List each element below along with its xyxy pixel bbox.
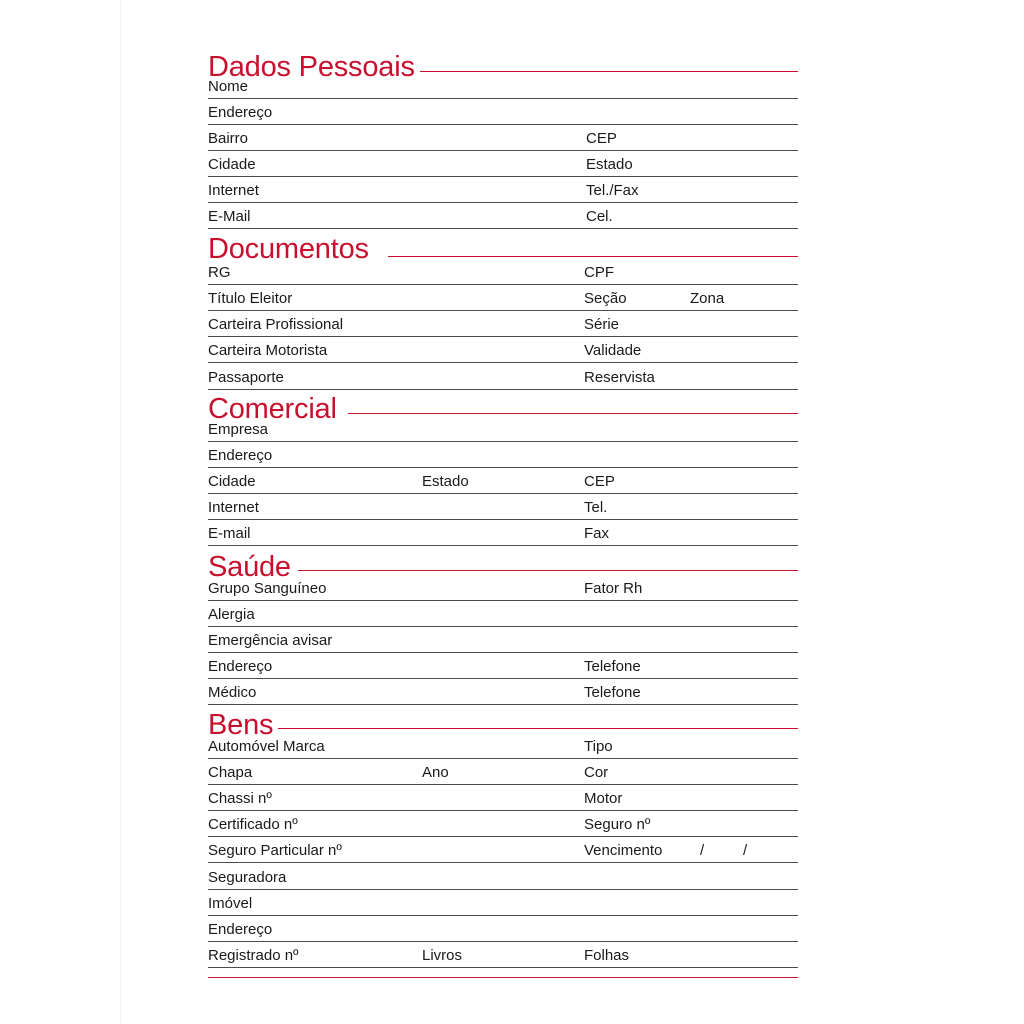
form-row-seguradora[interactable] xyxy=(208,864,798,890)
label-imovel: Imóvel xyxy=(208,895,253,912)
label-grupo-sanguineo: Grupo Sanguíneo xyxy=(208,580,327,597)
label-endereco-bens: Endereço xyxy=(208,921,273,938)
label-seguro-particular: Seguro Particular nº xyxy=(208,842,342,859)
form-row-endereco-comercial[interactable] xyxy=(208,442,798,468)
label-endereco: Endereço xyxy=(208,104,273,121)
label-cel: Cel. xyxy=(586,208,613,225)
label-vencimento: Vencimento xyxy=(584,842,663,859)
label-estado: Estado xyxy=(586,156,633,173)
form-row-certificado[interactable] xyxy=(208,811,798,837)
label-carteira-profissional: Carteira Profissional xyxy=(208,316,344,333)
label-estado-comercial: Estado xyxy=(422,473,469,490)
label-fax-comercial: Fax xyxy=(584,525,610,542)
form-row-nome[interactable] xyxy=(208,73,798,99)
section-title-dados-pessoais: Dados Pessoais xyxy=(208,51,415,83)
form-row-internet-comercial[interactable] xyxy=(208,494,798,520)
label-endereco-comercial: Endereço xyxy=(208,447,273,464)
section-rule-documentos xyxy=(388,256,798,257)
label-seguradora: Seguradora xyxy=(208,869,287,886)
section-rule-bens xyxy=(278,728,798,729)
label-cor: Cor xyxy=(584,764,609,781)
label-alergia: Alergia xyxy=(208,606,255,623)
label-bairro: Bairro xyxy=(208,130,249,147)
form-row-endereco[interactable] xyxy=(208,99,798,125)
label-passaporte: Passaporte xyxy=(208,369,284,386)
section-rule-comercial xyxy=(348,413,798,414)
label-chapa: Chapa xyxy=(208,764,253,781)
form-row-seguro-particular[interactable] xyxy=(208,837,798,863)
label-reservista: Reservista xyxy=(584,369,655,386)
form-row-bairro[interactable] xyxy=(208,125,798,151)
label-telefone-saude: Telefone xyxy=(584,658,641,675)
label-medico: Médico xyxy=(208,684,257,701)
label-serie: Série xyxy=(584,316,620,333)
section-title-saude: Saúde xyxy=(208,551,291,583)
section-title-bens: Bens xyxy=(208,709,274,741)
label-tipo: Tipo xyxy=(584,738,613,755)
form-row-passaporte[interactable] xyxy=(208,364,798,390)
label-fator-rh: Fator Rh xyxy=(584,580,643,597)
label-internet-comercial: Internet xyxy=(208,499,259,516)
form-row-chapa[interactable] xyxy=(208,759,798,785)
form-row-emergencia-avisar[interactable] xyxy=(208,627,798,653)
form-row-automovel[interactable] xyxy=(208,733,798,759)
label-cidade-comercial: Cidade xyxy=(208,473,256,490)
label-tel-fax: Tel./Fax xyxy=(586,182,639,199)
label-chassi: Chassi nº xyxy=(208,790,272,807)
label-endereco-saude: Endereço xyxy=(208,658,273,675)
label-email-comercial: E-mail xyxy=(208,525,251,542)
form-bottom-rule xyxy=(208,977,798,978)
section-title-comercial: Comercial xyxy=(208,393,337,425)
form-row-carteira-motorista[interactable] xyxy=(208,337,798,363)
form-row-alergia[interactable] xyxy=(208,601,798,627)
label-cpf: CPF xyxy=(584,264,614,281)
label-registrado: Registrado nº xyxy=(208,947,299,964)
label-certificado: Certificado nº xyxy=(208,816,298,833)
label-cep-comercial: CEP xyxy=(584,473,615,490)
label-internet: Internet xyxy=(208,182,259,199)
label-cidade: Cidade xyxy=(208,156,256,173)
label-nome: Nome xyxy=(208,78,249,95)
form-row-endereco-saude[interactable] xyxy=(208,653,798,679)
date-separator-2: / xyxy=(743,842,748,859)
label-email: E-Mail xyxy=(208,208,251,225)
form-row-carteira-profissional[interactable] xyxy=(208,311,798,337)
label-secao: Seção xyxy=(584,290,627,307)
form-row-rg[interactable] xyxy=(208,259,798,285)
label-motor: Motor xyxy=(584,790,623,807)
label-cep: CEP xyxy=(586,130,617,147)
label-titulo-eleitor: Título Eleitor xyxy=(208,290,293,307)
label-livros: Livros xyxy=(422,947,463,964)
form-row-chassi[interactable] xyxy=(208,785,798,811)
form-row-titulo-eleitor[interactable] xyxy=(208,285,798,311)
label-rg: RG xyxy=(208,264,231,281)
label-seguro: Seguro nº xyxy=(584,816,651,833)
form-row-registrado[interactable] xyxy=(208,942,798,968)
form-row-cidade[interactable] xyxy=(208,151,798,177)
label-tel-comercial: Tel. xyxy=(584,499,608,516)
label-folhas: Folhas xyxy=(584,947,630,964)
label-automovel-marca: Automóvel Marca xyxy=(208,738,325,755)
label-empresa: Empresa xyxy=(208,421,269,438)
form-row-email[interactable] xyxy=(208,203,798,229)
label-telefone-medico: Telefone xyxy=(584,684,641,701)
section-title-documentos: Documentos xyxy=(208,233,369,265)
form-row-medico[interactable] xyxy=(208,679,798,705)
form-row-empresa[interactable] xyxy=(208,416,798,442)
form-row-cidade-comercial[interactable] xyxy=(208,468,798,494)
form-row-endereco-bens[interactable] xyxy=(208,916,798,942)
label-zona: Zona xyxy=(690,290,725,307)
form-row-imovel[interactable] xyxy=(208,890,798,916)
form-row-email-comercial[interactable] xyxy=(208,520,798,546)
section-rule-saude xyxy=(298,570,798,571)
label-validade: Validade xyxy=(584,342,642,359)
label-ano: Ano xyxy=(422,764,449,781)
form-row-internet[interactable] xyxy=(208,177,798,203)
section-rule-dados-pessoais xyxy=(420,71,798,72)
label-emergencia-avisar: Emergência avisar xyxy=(208,632,333,649)
form-row-grupo-sanguineo[interactable] xyxy=(208,575,798,601)
label-carteira-motorista: Carteira Motorista xyxy=(208,342,328,359)
date-separator-1: / xyxy=(700,842,705,859)
